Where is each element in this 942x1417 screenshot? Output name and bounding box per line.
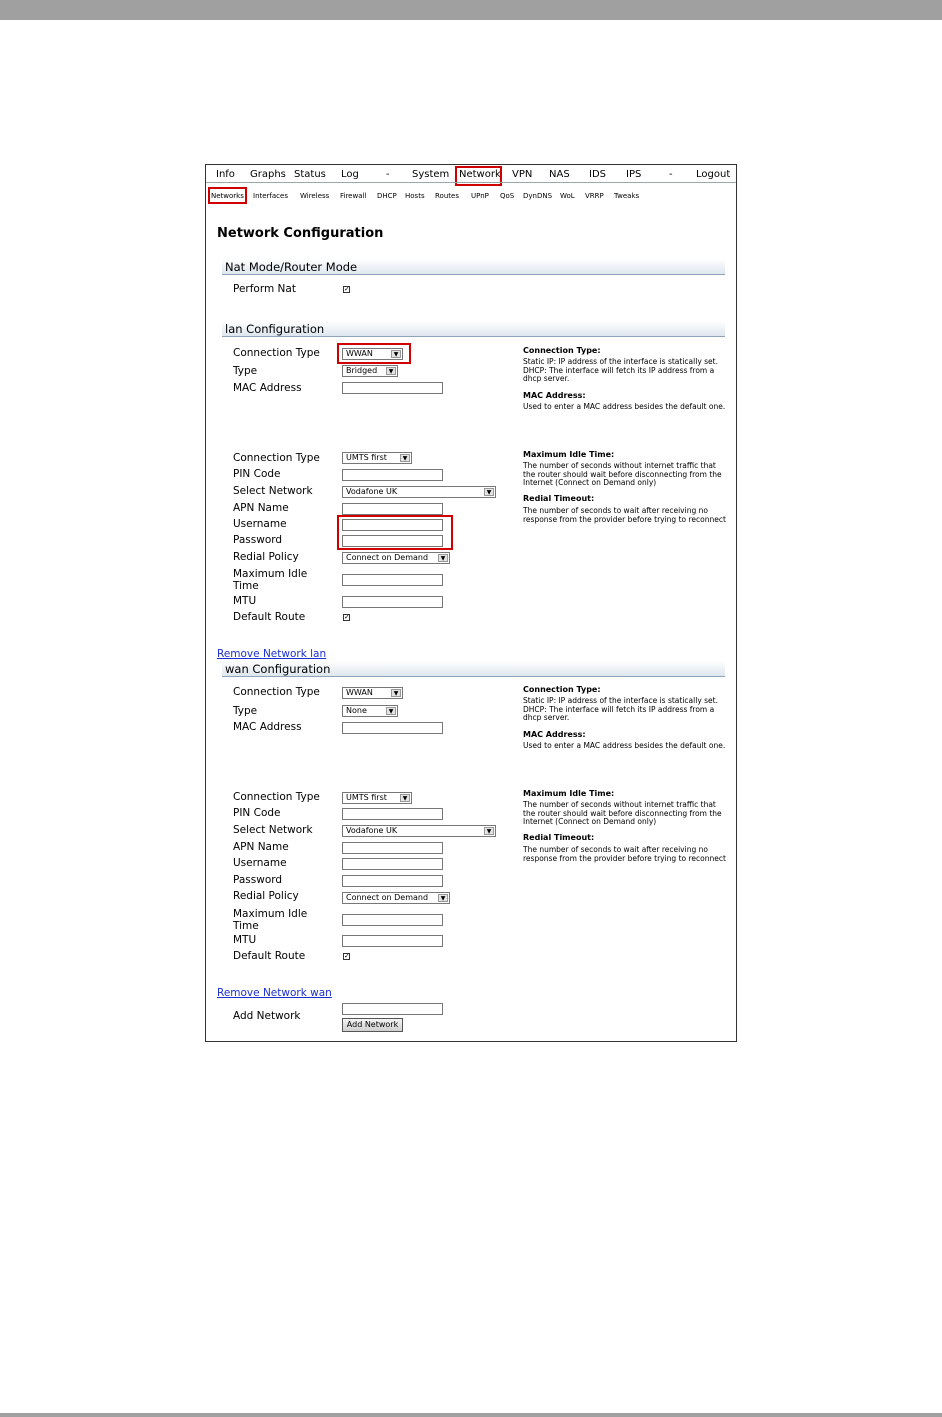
perform-nat-checkbox[interactable]: ✓ [344,285,350,293]
add-network-label: Add Network [233,1010,301,1022]
section-title: wan Configuration [225,662,331,676]
remove-network-lan-link[interactable]: Remove Network lan [217,648,327,660]
wan-select-network-select[interactable] [342,825,496,837]
lan-redial-label: Redial Policy [233,551,299,563]
chevron-down-icon: ▼ [400,454,410,462]
wan-mtu-input[interactable] [342,935,443,947]
select-value: Bridged [346,366,378,375]
help-redial-text: The number of seconds to wait after receiving no response from the provider before trying to reconnect [523,845,726,863]
select-value: Vodafone UK [346,487,398,496]
submenu-qos[interactable]: QoS [500,192,515,200]
menu-log[interactable]: Log [341,169,359,180]
lan-wwan-connection-type-label: Connection Type [233,452,320,464]
submenu-upnp[interactable]: UPnP [471,192,489,200]
highlight-connection-type [337,343,411,364]
submenu-dhcp[interactable]: DHCP [377,192,397,200]
menu-system[interactable]: System [412,169,450,180]
section-header-nat [222,259,725,275]
submenu-hosts[interactable]: Hosts [405,192,425,200]
help-redial-title: Redial Timeout: [523,494,595,503]
menu-network[interactable]: Network [459,169,501,180]
section-title: Nat Mode/Router Mode [225,260,358,274]
page-title: Network Configuration [217,226,384,241]
lan-default-route-checkbox[interactable]: ✓ [344,613,350,621]
wan-max-idle-label: Maximum Idle Time [233,908,308,932]
select-value: WWAN [346,688,373,697]
menu-ids[interactable]: IDS [589,169,606,180]
section-header-wan [222,661,725,677]
menu-logout[interactable]: Logout [696,169,731,180]
submenu-tweaks[interactable]: Tweaks [614,192,640,200]
wan-connection-type-label: Connection Type [233,686,320,698]
wan-username-input[interactable] [342,858,443,870]
lan-max-idle-input[interactable] [342,574,443,586]
submenu-routes[interactable]: Routes [435,192,459,200]
submenu-vrrp[interactable]: VRRP [585,192,604,200]
wan-mtu-label: MTU [233,934,257,946]
select-value: Connect on Demand [346,893,429,902]
help-redial-text: The number of seconds to wait after receiving no response from the provider before trying to reconnect [523,506,726,524]
submenu-interfaces[interactable]: Interfaces [253,192,288,200]
lan-type-label: Type [233,365,258,377]
wan-wwan-connection-type-label: Connection Type [233,791,320,803]
wan-default-route-label: Default Route [233,950,306,962]
help-mac-title: MAC Address: [523,730,586,739]
help-connection-type-text: Static IP: IP address of the interface is statically set. DHCP: The interface will fetch its IP address from a dhcp server. [523,357,718,383]
menu-info[interactable]: Info [216,169,235,180]
select-value: WWAN [346,349,373,358]
wan-redial-label: Redial Policy [233,890,299,902]
submenu-dyndns[interactable]: DynDNS [523,192,553,200]
wan-connection-type-select[interactable] [342,687,403,699]
chevron-down-icon: ▼ [391,350,401,358]
section-title: lan Configuration [225,322,325,336]
chevron-down-icon: ▼ [386,367,396,375]
menu-graphs[interactable]: Graphs [250,169,286,180]
wan-username-label: Username [233,857,287,869]
page-header-bar [0,0,942,20]
help-mac-text: Used to enter a MAC address besides the default one. [523,741,726,750]
wan-max-idle-input[interactable] [342,914,443,926]
select-value: Vodafone UK [346,826,398,835]
lan-mtu-label: MTU [233,595,257,607]
menu-divider [206,182,736,183]
add-network-button[interactable]: Add Network [342,1018,403,1032]
wan-select-network-label: Select Network [233,824,313,836]
submenu-networks[interactable]: Networks [211,192,244,200]
wan-password-input[interactable] [342,875,443,887]
section-header-lan [222,321,725,337]
chevron-down-icon: ▼ [484,827,494,835]
submenu-wol[interactable]: WoL [560,192,575,200]
router-web-ui-screenshot [205,164,737,1042]
wan-mac-input[interactable] [342,722,443,734]
lan-username-label: Username [233,518,287,530]
lan-redial-select[interactable] [342,552,450,564]
perform-nat-label: Perform Nat [233,283,296,295]
wan-apn-input[interactable] [342,842,443,854]
wan-redial-select[interactable] [342,892,450,904]
submenu-firewall[interactable]: Firewall [340,192,367,200]
wan-type-select[interactable] [342,705,398,717]
select-value: UMTS first [346,793,387,802]
chevron-down-icon: ▼ [400,794,410,802]
menu-vpn[interactable]: VPN [512,169,533,180]
help-mac-title: MAC Address: [523,391,586,400]
remove-network-wan-link[interactable]: Remove Network wan [217,987,332,999]
wan-mac-label: MAC Address [233,721,302,733]
chevron-down-icon: ▼ [438,894,448,902]
wan-password-label: Password [233,874,283,886]
chevron-down-icon: ▼ [386,707,396,715]
lan-apn-input[interactable] [342,503,443,515]
chevron-down-icon: ▼ [391,689,401,697]
lan-max-idle-label: Maximum Idle Time [233,568,308,592]
lan-default-route-label: Default Route [233,611,306,623]
highlight-networks-submenu [208,187,247,204]
chevron-down-icon: ▼ [484,488,494,496]
submenu-wireless[interactable]: Wireless [300,192,330,200]
lan-connection-type-label: Connection Type [233,347,320,359]
chevron-down-icon: ▼ [438,554,448,562]
help-idle-text: The number of seconds without internet traffic that the router should wait before disconnecting from the Internet (Connect on Demand only) [523,461,722,487]
lan-apn-label: APN Name [233,502,289,514]
wan-pin-input[interactable] [342,808,443,820]
lan-mac-label: MAC Address [233,382,302,394]
lan-type-select[interactable] [342,365,398,377]
help-idle-text: The number of seconds without internet traffic that the router should wait before disconnecting from the Internet (Connect on Demand only) [523,800,722,826]
wan-apn-label: APN Name [233,841,289,853]
page-footer-line [0,1413,942,1417]
menu-status[interactable]: Status [294,169,326,180]
menu-nas[interactable]: NAS [549,169,570,180]
select-value: UMTS first [346,453,387,462]
wan-type-label: Type [233,705,258,717]
lan-pin-input[interactable] [342,469,443,481]
lan-mac-input[interactable] [342,382,443,394]
menu-separator: - [669,169,673,180]
lan-wwan-connection-type-select[interactable] [342,452,412,464]
lan-mtu-input[interactable] [342,596,443,608]
help-mac-text: Used to enter a MAC address besides the default one. [523,402,726,411]
highlight-credentials [337,515,453,550]
help-idle-title: Maximum Idle Time: [523,789,615,798]
lan-select-network-label: Select Network [233,485,313,497]
help-connection-type-title: Connection Type: [523,346,601,355]
wan-default-route-checkbox[interactable]: ✓ [344,952,350,960]
help-connection-type-title: Connection Type: [523,685,601,694]
wan-pin-label: PIN Code [233,807,281,819]
wan-wwan-connection-type-select[interactable] [342,792,412,804]
help-connection-type-text: Static IP: IP address of the interface is statically set. DHCP: The interface will fetch its IP address from a dhcp server. [523,696,718,722]
lan-password-label: Password [233,534,283,546]
lan-select-network-select[interactable] [342,486,496,498]
highlight-network-menu [455,166,502,186]
add-network-input[interactable] [342,1003,443,1015]
help-idle-title: Maximum Idle Time: [523,450,615,459]
menu-ips[interactable]: IPS [626,169,642,180]
lan-pin-label: PIN Code [233,468,281,480]
select-value: Connect on Demand [346,553,429,562]
help-redial-title: Redial Timeout: [523,833,595,842]
menu-separator: - [386,169,390,180]
select-value: None [346,706,367,715]
